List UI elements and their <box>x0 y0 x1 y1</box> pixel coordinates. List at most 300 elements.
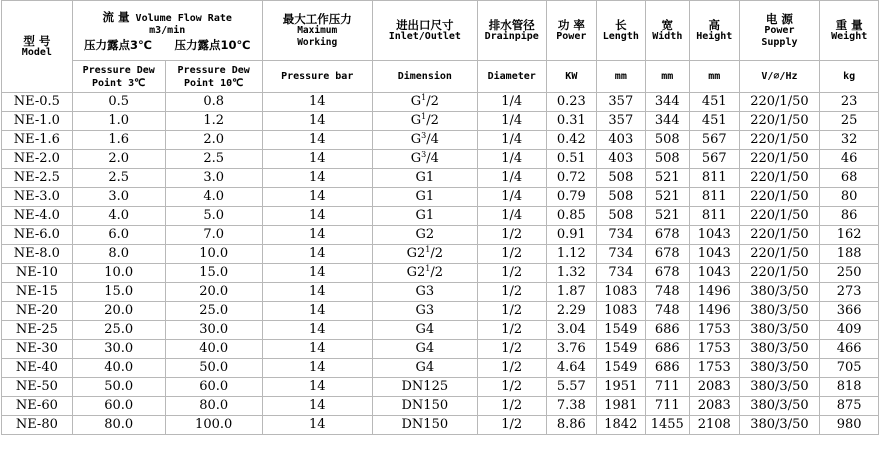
cell-drain: 1/2 <box>477 226 546 245</box>
cell-supply: 380/3/50 <box>739 283 820 302</box>
header-length-en: Length <box>602 30 639 42</box>
inlet-base: G <box>410 132 422 147</box>
cell-pressure: 14 <box>262 207 372 226</box>
header-pressure-en: Maximum Working <box>297 24 338 48</box>
cell-length: 357 <box>597 112 645 131</box>
cell-supply: 220/1/50 <box>739 207 820 226</box>
cell-pressure: 14 <box>262 226 372 245</box>
cell-height: 567 <box>690 131 740 150</box>
cell-drain: 1/2 <box>477 359 546 378</box>
table-row <box>2 112 879 131</box>
cell-weight: 409 <box>820 321 879 340</box>
cell-weight: 32 <box>820 131 879 150</box>
cell-height: 2083 <box>690 378 740 397</box>
inlet-sup: 1 <box>421 112 427 121</box>
header-inlet-unit: Dimension <box>372 61 477 93</box>
cell-height: 1753 <box>690 340 740 359</box>
cell-f3: 60.0 <box>72 397 165 416</box>
header-width-cn: 宽 <box>661 17 674 32</box>
cell-model: NE-1.0 <box>2 112 73 131</box>
cell-pressure: 14 <box>262 340 372 359</box>
cell-height: 811 <box>690 207 740 226</box>
header-weight <box>820 1 879 61</box>
cell-weight: 46 <box>820 150 879 169</box>
inlet-base: G1 <box>415 208 435 223</box>
cell-drain: 1/4 <box>477 207 546 226</box>
cell-f10: 25.0 <box>165 302 262 321</box>
cell-width: 686 <box>645 321 689 340</box>
cell-supply: 220/1/50 <box>739 264 820 283</box>
cell-model: NE-60 <box>2 397 73 416</box>
cell-weight: 366 <box>820 302 879 321</box>
cell-drain: 1/4 <box>477 112 546 131</box>
cell-f10: 80.0 <box>165 397 262 416</box>
cell-pressure: 14 <box>262 150 372 169</box>
spec-table-body <box>2 1 879 435</box>
header-drain-en: Drainpipe <box>484 30 539 42</box>
cell-inlet <box>372 340 477 359</box>
cell-width: 344 <box>645 93 689 112</box>
cell-power: 0.31 <box>546 112 597 131</box>
cell-width: 678 <box>645 264 689 283</box>
cell-f3: 1.0 <box>72 112 165 131</box>
header-supply-en: Power Supply <box>761 24 798 48</box>
header-row-1 <box>2 1 879 61</box>
header-supply <box>739 1 820 61</box>
cell-f10: 2.0 <box>165 131 262 150</box>
cell-f10: 20.0 <box>165 283 262 302</box>
cell-f3: 50.0 <box>72 378 165 397</box>
cell-power: 0.72 <box>546 169 597 188</box>
cell-supply: 220/1/50 <box>739 131 820 150</box>
cell-inlet <box>372 226 477 245</box>
cell-f10: 10.0 <box>165 245 262 264</box>
cell-drain: 1/2 <box>477 378 546 397</box>
cell-pressure: 14 <box>262 188 372 207</box>
cell-supply: 380/3/50 <box>739 340 820 359</box>
cell-weight: 162 <box>820 226 879 245</box>
header-dew10-cn: 压力露点10℃ <box>174 37 251 52</box>
cell-length: 508 <box>597 188 645 207</box>
cell-drain: 1/2 <box>477 264 546 283</box>
cell-f3: 30.0 <box>72 340 165 359</box>
inlet-base: G2 <box>406 265 426 280</box>
cell-height: 1496 <box>690 302 740 321</box>
cell-f10: 7.0 <box>165 226 262 245</box>
cell-model: NE-20 <box>2 302 73 321</box>
cell-pressure: 14 <box>262 378 372 397</box>
cell-pressure: 14 <box>262 93 372 112</box>
cell-supply: 380/3/50 <box>739 302 820 321</box>
cell-model: NE-2.5 <box>2 169 73 188</box>
header-drain-cn: 排水管径 <box>488 17 535 32</box>
cell-length: 734 <box>597 226 645 245</box>
header-power-unit: KW <box>546 61 597 93</box>
cell-pressure: 14 <box>262 416 372 435</box>
cell-weight: 818 <box>820 378 879 397</box>
cell-height: 1753 <box>690 321 740 340</box>
cell-width: 678 <box>645 226 689 245</box>
cell-pressure: 14 <box>262 359 372 378</box>
cell-pressure: 14 <box>262 245 372 264</box>
cell-power: 8.86 <box>546 416 597 435</box>
cell-model: NE-30 <box>2 340 73 359</box>
inlet-base: G2 <box>406 246 426 261</box>
cell-f10: 0.8 <box>165 93 262 112</box>
cell-power: 0.51 <box>546 150 597 169</box>
cell-drain: 1/2 <box>477 302 546 321</box>
cell-length: 403 <box>597 131 645 150</box>
cell-height: 1043 <box>690 245 740 264</box>
cell-f10: 1.2 <box>165 112 262 131</box>
header-power-en: Power <box>556 30 587 42</box>
cell-drain: 1/2 <box>477 397 546 416</box>
cell-model: NE-50 <box>2 378 73 397</box>
cell-length: 508 <box>597 169 645 188</box>
cell-inlet <box>372 188 477 207</box>
cell-f10: 50.0 <box>165 359 262 378</box>
header-drain-unit: Diameter <box>477 61 546 93</box>
cell-inlet <box>372 207 477 226</box>
cell-inlet <box>372 264 477 283</box>
cell-height: 451 <box>690 112 740 131</box>
header-width-en: Width <box>652 30 683 42</box>
cell-f3: 80.0 <box>72 416 165 435</box>
cell-weight: 250 <box>820 264 879 283</box>
header-weight-cn: 重 量 <box>835 17 863 32</box>
cell-height: 1043 <box>690 226 740 245</box>
cell-f3: 8.0 <box>72 245 165 264</box>
header-row-2 <box>2 61 879 93</box>
cell-supply: 380/3/50 <box>739 397 820 416</box>
cell-pressure: 14 <box>262 283 372 302</box>
header-width-unit: mm <box>645 61 689 93</box>
cell-pressure: 14 <box>262 131 372 150</box>
cell-power: 7.38 <box>546 397 597 416</box>
cell-pressure: 14 <box>262 302 372 321</box>
cell-inlet <box>372 131 477 150</box>
cell-f3: 3.0 <box>72 188 165 207</box>
inlet-base: G <box>410 151 422 166</box>
cell-weight: 188 <box>820 245 879 264</box>
cell-f3: 2.5 <box>72 169 165 188</box>
cell-drain: 1/2 <box>477 245 546 264</box>
cell-pressure: 14 <box>262 397 372 416</box>
cell-supply: 380/3/50 <box>739 416 820 435</box>
cell-length: 1981 <box>597 397 645 416</box>
cell-length: 1549 <box>597 340 645 359</box>
cell-length: 734 <box>597 264 645 283</box>
cell-weight: 466 <box>820 340 879 359</box>
cell-f3: 40.0 <box>72 359 165 378</box>
cell-pressure: 14 <box>262 264 372 283</box>
inlet-base: G <box>410 94 422 109</box>
cell-f3: 15.0 <box>72 283 165 302</box>
cell-model: NE-1.6 <box>2 131 73 150</box>
cell-inlet <box>372 416 477 435</box>
cell-f3: 4.0 <box>72 207 165 226</box>
inlet-base: G4 <box>415 341 435 356</box>
cell-f3: 20.0 <box>72 302 165 321</box>
cell-model: NE-8.0 <box>2 245 73 264</box>
cell-inlet <box>372 397 477 416</box>
inlet-tail: /2 <box>430 265 444 280</box>
cell-pressure: 14 <box>262 112 372 131</box>
table-row <box>2 359 879 378</box>
table-row <box>2 397 879 416</box>
header-pressure <box>262 1 372 61</box>
cell-power: 0.42 <box>546 131 597 150</box>
cell-drain: 1/4 <box>477 93 546 112</box>
inlet-sup: 1 <box>425 245 431 254</box>
cell-f10: 60.0 <box>165 378 262 397</box>
inlet-tail: /4 <box>426 132 439 147</box>
cell-length: 1842 <box>597 416 645 435</box>
cell-weight: 980 <box>820 416 879 435</box>
cell-length: 1549 <box>597 321 645 340</box>
cell-width: 508 <box>645 131 689 150</box>
inlet-base: G1 <box>415 170 435 185</box>
cell-width: 344 <box>645 112 689 131</box>
cell-inlet <box>372 245 477 264</box>
table-row <box>2 131 879 150</box>
header-model-en: Model <box>21 46 52 58</box>
cell-pressure: 14 <box>262 321 372 340</box>
cell-inlet <box>372 112 477 131</box>
cell-weight: 273 <box>820 283 879 302</box>
header-pressure-cn: 最大工作压力 <box>282 11 352 26</box>
cell-model: NE-40 <box>2 359 73 378</box>
cell-length: 508 <box>597 207 645 226</box>
inlet-sup: 3 <box>421 131 427 140</box>
cell-inlet <box>372 302 477 321</box>
inlet-base: DN150 <box>401 417 449 432</box>
cell-model: NE-3.0 <box>2 188 73 207</box>
cell-supply: 220/1/50 <box>739 93 820 112</box>
cell-power: 4.64 <box>546 359 597 378</box>
inlet-base: DN125 <box>401 379 449 394</box>
header-height-cn: 高 <box>708 17 721 32</box>
cell-model: NE-6.0 <box>2 226 73 245</box>
inlet-base: G4 <box>415 322 435 337</box>
cell-weight: 86 <box>820 207 879 226</box>
table-row <box>2 150 879 169</box>
cell-height: 451 <box>690 93 740 112</box>
cell-drain: 1/4 <box>477 188 546 207</box>
cell-supply: 220/1/50 <box>739 245 820 264</box>
cell-power: 1.32 <box>546 264 597 283</box>
cell-length: 1083 <box>597 283 645 302</box>
cell-model: NE-15 <box>2 283 73 302</box>
cell-weight: 705 <box>820 359 879 378</box>
cell-height: 1753 <box>690 359 740 378</box>
header-length-unit: mm <box>597 61 645 93</box>
table-row <box>2 378 879 397</box>
header-weight-unit: kg <box>820 61 879 93</box>
cell-power: 3.76 <box>546 340 597 359</box>
header-inlet-cn: 进出口尺寸 <box>396 17 454 32</box>
cell-power: 1.87 <box>546 283 597 302</box>
inlet-sup: 1 <box>421 93 427 102</box>
inlet-sup: 3 <box>421 150 427 159</box>
cell-inlet <box>372 378 477 397</box>
cell-drain: 1/4 <box>477 169 546 188</box>
cell-height: 2083 <box>690 397 740 416</box>
header-power-cn: 功 率 <box>557 17 585 32</box>
cell-width: 1455 <box>645 416 689 435</box>
table-row <box>2 416 879 435</box>
cell-power: 3.04 <box>546 321 597 340</box>
cell-weight: 23 <box>820 93 879 112</box>
header-flow-unit: m3/min <box>149 24 186 36</box>
cell-supply: 380/3/50 <box>739 378 820 397</box>
cell-length: 403 <box>597 150 645 169</box>
cell-model: NE-25 <box>2 321 73 340</box>
cell-f3: 25.0 <box>72 321 165 340</box>
cell-width: 686 <box>645 359 689 378</box>
cell-power: 0.23 <box>546 93 597 112</box>
spec-table <box>1 0 879 435</box>
cell-width: 521 <box>645 188 689 207</box>
cell-width: 686 <box>645 340 689 359</box>
cell-power: 1.12 <box>546 245 597 264</box>
cell-drain: 1/4 <box>477 131 546 150</box>
cell-f10: 40.0 <box>165 340 262 359</box>
cell-drain: 1/2 <box>477 340 546 359</box>
inlet-tail: /4 <box>426 151 439 166</box>
inlet-base: G4 <box>415 360 435 375</box>
cell-inlet <box>372 93 477 112</box>
cell-power: 0.91 <box>546 226 597 245</box>
cell-pressure: 14 <box>262 169 372 188</box>
header-inlet-en: Inlet/Outlet <box>388 30 461 42</box>
cell-width: 711 <box>645 378 689 397</box>
cell-inlet <box>372 283 477 302</box>
inlet-tail: /2 <box>426 94 439 109</box>
cell-f10: 5.0 <box>165 207 262 226</box>
header-pressure-unit: Pressure bar <box>262 61 372 93</box>
cell-f3: 0.5 <box>72 93 165 112</box>
cell-supply: 380/3/50 <box>739 321 820 340</box>
cell-width: 678 <box>645 245 689 264</box>
cell-width: 521 <box>645 169 689 188</box>
header-height-unit: mm <box>690 61 740 93</box>
inlet-tail: /2 <box>426 113 439 128</box>
table-row <box>2 245 879 264</box>
header-drain <box>477 1 546 61</box>
cell-width: 521 <box>645 207 689 226</box>
cell-height: 1496 <box>690 283 740 302</box>
header-height <box>690 1 740 61</box>
cell-drain: 1/2 <box>477 321 546 340</box>
cell-supply: 220/1/50 <box>739 226 820 245</box>
cell-weight: 25 <box>820 112 879 131</box>
cell-drain: 1/2 <box>477 416 546 435</box>
header-power <box>546 1 597 61</box>
cell-f10: 30.0 <box>165 321 262 340</box>
cell-power: 2.29 <box>546 302 597 321</box>
cell-width: 711 <box>645 397 689 416</box>
table-row <box>2 226 879 245</box>
cell-supply: 220/1/50 <box>739 169 820 188</box>
cell-f10: 2.5 <box>165 150 262 169</box>
cell-inlet <box>372 150 477 169</box>
header-model-cn: 型 号 <box>23 33 51 48</box>
cell-weight: 68 <box>820 169 879 188</box>
cell-f10: 15.0 <box>165 264 262 283</box>
header-width <box>645 1 689 61</box>
table-row <box>2 207 879 226</box>
cell-f3: 6.0 <box>72 226 165 245</box>
inlet-base: DN150 <box>401 398 449 413</box>
inlet-base: G <box>410 113 422 128</box>
cell-height: 2108 <box>690 416 740 435</box>
cell-height: 567 <box>690 150 740 169</box>
inlet-base: G3 <box>415 284 435 299</box>
cell-length: 357 <box>597 93 645 112</box>
table-row <box>2 321 879 340</box>
header-flow-en: Volume Flow Rate <box>135 12 232 24</box>
cell-height: 811 <box>690 188 740 207</box>
inlet-tail: /2 <box>430 246 444 261</box>
header-model <box>2 1 73 93</box>
inlet-sup: 1 <box>425 264 431 273</box>
cell-drain: 1/4 <box>477 150 546 169</box>
cell-f10: 4.0 <box>165 188 262 207</box>
header-supply-cn: 电 源 <box>765 11 793 26</box>
header-length-cn: 长 <box>615 17 627 32</box>
cell-supply: 220/1/50 <box>739 112 820 131</box>
cell-power: 5.57 <box>546 378 597 397</box>
cell-supply: 220/1/50 <box>739 150 820 169</box>
header-flow-cn: 流 量 <box>102 9 130 24</box>
table-row <box>2 302 879 321</box>
cell-width: 748 <box>645 302 689 321</box>
table-row <box>2 169 879 188</box>
cell-model: NE-10 <box>2 264 73 283</box>
cell-inlet <box>372 359 477 378</box>
inlet-base: G3 <box>415 303 435 318</box>
cell-inlet <box>372 169 477 188</box>
cell-width: 748 <box>645 283 689 302</box>
table-row <box>2 93 879 112</box>
header-dew3-en: Pressure Dew Point 3℃ <box>72 61 165 93</box>
cell-drain: 1/2 <box>477 283 546 302</box>
cell-length: 1549 <box>597 359 645 378</box>
header-dew3-cn: 压力露点3℃ <box>83 37 152 52</box>
cell-f3: 1.6 <box>72 131 165 150</box>
inlet-base: G1 <box>415 189 435 204</box>
cell-model: NE-4.0 <box>2 207 73 226</box>
header-supply-unit: V/∅/Hz <box>739 61 820 93</box>
table-row <box>2 283 879 302</box>
header-height-en: Height <box>696 30 733 42</box>
cell-model: NE-80 <box>2 416 73 435</box>
cell-power: 0.85 <box>546 207 597 226</box>
cell-model: NE-0.5 <box>2 93 73 112</box>
cell-width: 508 <box>645 150 689 169</box>
cell-height: 811 <box>690 169 740 188</box>
cell-weight: 80 <box>820 188 879 207</box>
table-row <box>2 340 879 359</box>
header-length <box>597 1 645 61</box>
cell-model: NE-2.0 <box>2 150 73 169</box>
cell-f10: 100.0 <box>165 416 262 435</box>
cell-supply: 220/1/50 <box>739 188 820 207</box>
cell-f10: 3.0 <box>165 169 262 188</box>
header-weight-en: Weight <box>831 30 868 42</box>
cell-weight: 875 <box>820 397 879 416</box>
